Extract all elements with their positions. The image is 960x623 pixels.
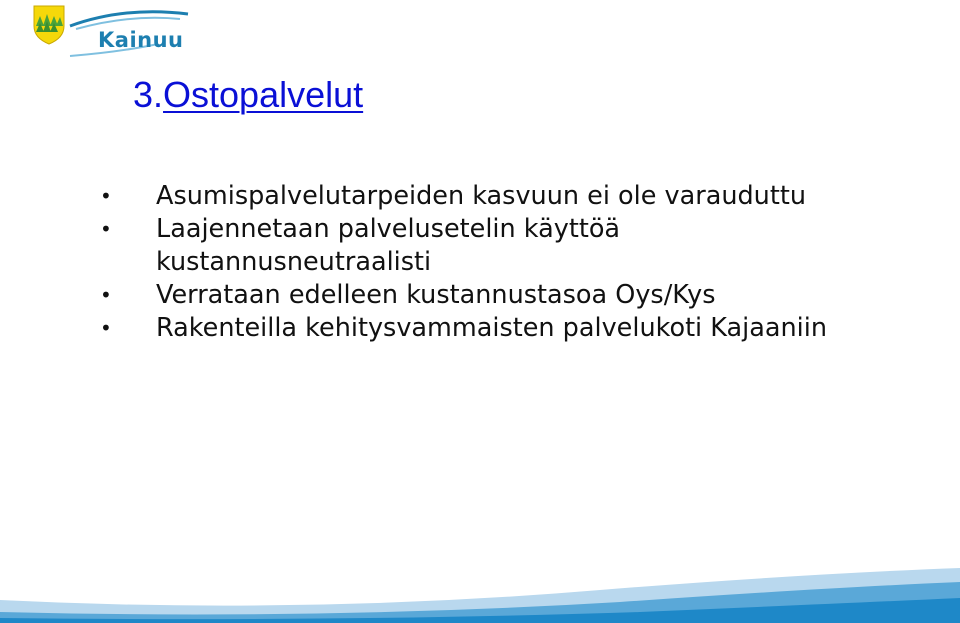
title-number: 3. <box>133 74 164 115</box>
bullet-text: Verrataan edelleen kustannustasoa Oys/Kys <box>156 280 716 310</box>
bullet-text: Laajennetaan palvelusetelin käyttöä <box>156 214 621 244</box>
slide-title <box>133 74 363 116</box>
bullet-item <box>100 279 940 312</box>
bullet-dot-icon: • <box>100 283 112 307</box>
bullet-item <box>100 213 940 279</box>
bullet-text-continued: kustannusneutraalisti <box>156 247 432 277</box>
bullet-item <box>100 180 940 213</box>
bullet-dot-icon: • <box>100 316 112 340</box>
logo-wordmark: Kainuu <box>98 28 184 52</box>
bullet-dot-icon: • <box>100 217 112 241</box>
title-text: Ostopalvelut <box>163 74 364 115</box>
footer-wave-decoration <box>0 560 960 623</box>
bullet-dot-icon: • <box>100 184 112 208</box>
bullet-text: Rakenteilla kehitysvammaisten palvelukoti Kajaaniin <box>156 313 827 343</box>
kainuu-logo <box>30 4 200 66</box>
bullet-item <box>100 312 940 345</box>
bullet-text: Asumispalvelutarpeiden kasvuun ei ole varauduttu <box>156 181 807 211</box>
bullet-list <box>100 180 940 345</box>
